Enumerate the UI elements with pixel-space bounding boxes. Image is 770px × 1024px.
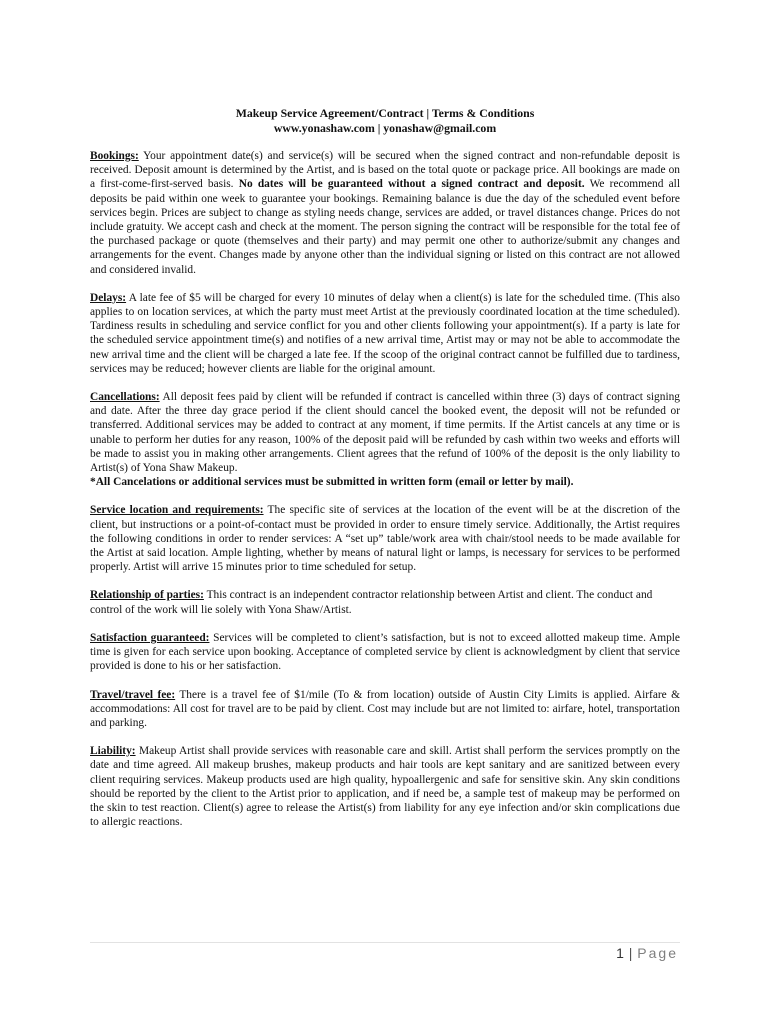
section-heading: Liability: [90, 745, 136, 758]
section-note: *All Cancelations or additional services must be submitted in written form (email or letter by mail). [90, 476, 574, 489]
section-text: All deposit fees paid by client will be refunded if contract is cancelled within three (3) days of contract signing and date. After the three day grace period if the client should cancel the booked event, the deposit will not be refunded or transferred. Additional services may be added to contract at any moment, if time permits. If the Artist cancels at any time or is unable to perform her duties for any reason, 100% of the deposit paid will be refunded by cash within two weeks and efforts will be made to assist you in making other arrangements. Client agrees that the refund of 100% of the deposit is the only liability to Artist(s) of Yona Shaw Makeup. [90, 391, 680, 475]
section-heading: Cancellations: [90, 391, 160, 404]
section-cancellations [90, 390, 680, 489]
section-heading: Relationship of parties: [90, 589, 204, 602]
section-delays [90, 291, 680, 376]
section-text: A late fee of $5 will be charged for every 10 minutes of delay when a client(s) is late for the scheduled time. (This also applies to on location services, at which the party must meet Artist at the previously coordinated location at the time scheduled). Tardiness results in scheduling and service conflict for you and other clients following your appointment(s). If a party is late for the scheduled service appointment time(s) and notifies of a new arrival time, Artist may or may not be able to accommodate the new arrival time and the client will be charged a late fee. If the scoop of the original contract cannot be fulfilled due to tardiness, services may be reduced; however clients are liable for the original amount. [90, 291, 680, 375]
section-travel [90, 688, 680, 731]
section-text: The specific site of services at the location of the event will be at the discretion of the client, but instructions or a point-of-contact must be provided in order to ensure timely service. Additionally, the Artist requires the following conditions in order to render services: A “set up” table/work area with chair/stool needs to be made available for the Artist at said location. Ample lighting, whether by means of natural light or lamps, is necessary for services to be performed properly. Artist will arrive 15 minutes prior to time scheduled for setup. [90, 504, 681, 574]
section-text: This contract is an independent contractor relationship between Artist and client. The conduct and control of the work will lie solely with Yona Shaw/Artist. [90, 589, 653, 616]
contact-line: www.yonashaw.com | yonashaw@gmail.com [273, 121, 497, 135]
section-satisfaction [90, 631, 680, 674]
section-text: Services will be completed to client’s satisfaction, but is not to exceed allotted makeup time. Ample time is given for each service upon booking. Acceptance of completed service by client is acknowledgment by client that service provided is done to his or her satisfaction. [90, 631, 680, 673]
page-number-separator: | [624, 945, 638, 961]
section-heading: Bookings: [90, 150, 139, 162]
section-heading: Delays: [90, 291, 127, 304]
section-liability [90, 744, 680, 829]
document-title: Makeup Service Agreement/Contract | Terms & Conditions [235, 106, 535, 120]
section-heading: Travel/travel fee: [90, 688, 176, 701]
section-heading: Satisfaction guaranteed: [90, 631, 210, 644]
section-text: We recommend all deposits be paid within one week to guarantee your bookings. Remaining balance is due the day of the scheduled event before services begin. Prices are subject to change as styling needs change, services are added, or travel distances change. Prices do not include gratuity. We accept cash and check at the moment. The person signing the contract will be responsible for the total fee of the purchased package or quote (themselves and their party) and may permit one other to authorize/submit any changes and arrangements for the event. Changes made by anyone other than the individual signing or listed on this contract are not allowed and considered invalid. [90, 178, 681, 276]
section-bold-text: No dates will be guaranteed without a signed contract and deposit. [238, 178, 585, 191]
section-relationship [90, 588, 680, 616]
page-label: Page [637, 945, 678, 961]
section-bookings [90, 149, 680, 277]
section-text: Makeup Artist shall provide services with reasonable care and skill. Artist shall perform the services promptly on the date and time agreed. All makeup brushes, makeup products and hair tools are kept sanitary and are sanitized between every client requiring services. Makeup products used are high quality, hypoallergenic and safe for sensitive skin. Any skin conditions should be reported by the client to the Artist prior to application, and if need be, a sample test of makeup may be performed on the skin to test reaction. Client(s) agree to release the Artist(s) from liability for any eye infection and/or skin complications due to allergic reactions. [90, 745, 680, 829]
section-text: Your appointment date(s) and service(s) will be secured when the signed contract and non-refundable deposit is received. Deposit amount is determined by the Artist, and is based on the total quote or package price. All bookings are made on a first-come-first-served basis. [90, 150, 680, 191]
page-number-value: 1 [616, 945, 625, 961]
section-text: There is a travel fee of $1/mile (To & from location) outside of Austin City Limits is applied. Airfare & accommodations: All cost for travel are to be paid by client. Cost may include but are not limited to: airfare, hotel, transportation and parking. [90, 688, 680, 729]
document-header [90, 106, 680, 136]
section-heading: Service location and requirements: [90, 504, 264, 517]
footer-divider [90, 942, 680, 943]
page-number [616, 945, 678, 961]
section-service-location [90, 503, 680, 574]
document-body [90, 149, 680, 843]
